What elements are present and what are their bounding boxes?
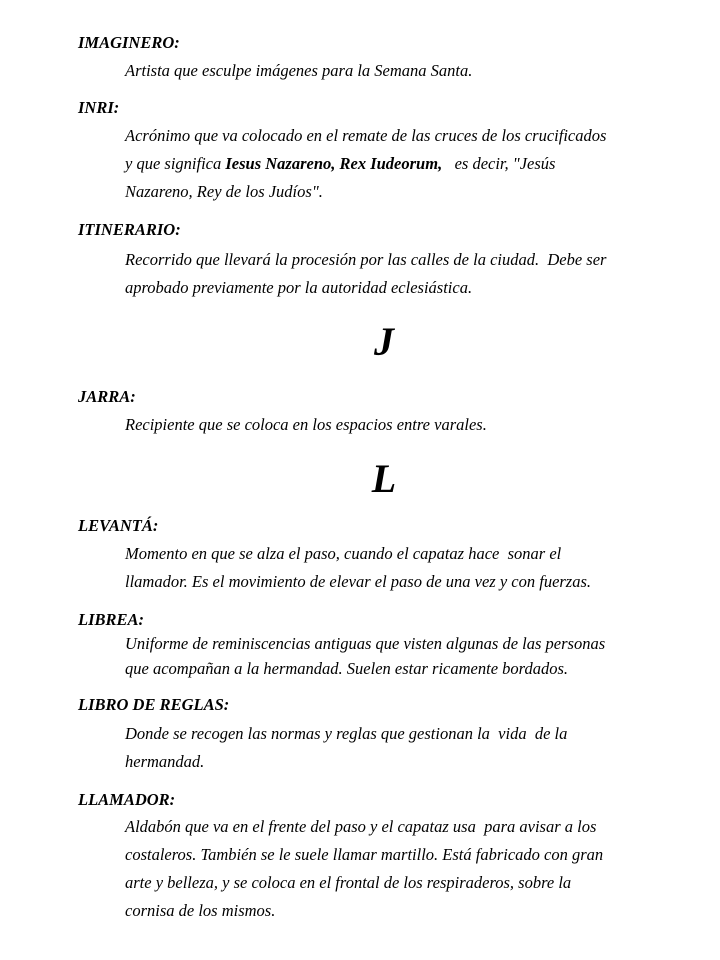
definition-line: Momento en que se alza el paso, cuando el capataz hace sonar el [125, 544, 562, 563]
definition-line: Aldabón que va en el frente del paso y el capataz usa para avisar a los [125, 817, 597, 836]
definition-imaginero [125, 57, 705, 85]
definition-line: Acrónimo que va colocado en el remate de las cruces de los crucificados [125, 126, 607, 145]
term-imaginero: IMAGINERO: [78, 33, 180, 52]
term-jarra: JARRA: [78, 387, 136, 406]
definition-line: aprobado previamente por la autoridad eclesiástica. [125, 278, 473, 297]
definition-line: Recipiente que se coloca en los espacios entre varales. [125, 415, 487, 434]
definition-line-mixed [125, 150, 705, 178]
term-itinerario: ITINERARIO: [78, 220, 181, 239]
definition-line: costaleros. También se le suele llamar martillo. Está fabricado con gran [125, 845, 604, 864]
term-inri: INRI: [78, 98, 120, 117]
definition-line: Donde se recogen las normas y reglas que gestionan la vida de la [125, 724, 568, 743]
definition-librea [125, 631, 705, 681]
definition-fragment: y que significa [125, 154, 222, 173]
definition-line: cornisa de los mismos. [125, 901, 276, 920]
latin-phrase: Iesus Nazareno, Rex Iudeorum, [225, 154, 443, 173]
definition-levanta [125, 540, 705, 596]
definition-inri [125, 122, 705, 206]
section-letter-l: L [371, 456, 397, 501]
definition-line: Uniforme de reminiscencias antiguas que visten algunas de las personas [125, 634, 606, 653]
definition-line: llamador. Es el movimiento de elevar el paso de una vez y con fuerzas. [125, 572, 592, 591]
definition-line: Artista que esculpe imágenes para la Semana Santa. [125, 61, 473, 80]
definition-itinerario [125, 246, 705, 302]
definition-line: Recorrido que llevará la procesión por las calles de la ciudad. Debe ser [125, 250, 607, 269]
term-libro-de-reglas: LIBRO DE REGLAS: [78, 695, 230, 714]
definition-llamador [125, 813, 705, 925]
definition-libro-de-reglas [125, 720, 705, 776]
term-levanta: LEVANTÁ: [78, 516, 159, 535]
definition-line: arte y belleza, y se coloca en el frontal de los respiraderos, sobre la [125, 873, 572, 892]
term-llamador: LLAMADOR: [78, 790, 176, 809]
definition-line: hermandad. [125, 752, 205, 771]
definition-line: que acompañan a la hermandad. Suelen estar ricamente bordados. [125, 659, 568, 678]
definition-fragment: es decir, "Jesús [446, 154, 556, 173]
definition-jarra [125, 411, 705, 439]
definition-line: Nazareno, Rey de los Judíos". [125, 182, 323, 201]
section-letter-j: J [374, 319, 394, 364]
term-librea: LIBREA: [78, 610, 145, 629]
